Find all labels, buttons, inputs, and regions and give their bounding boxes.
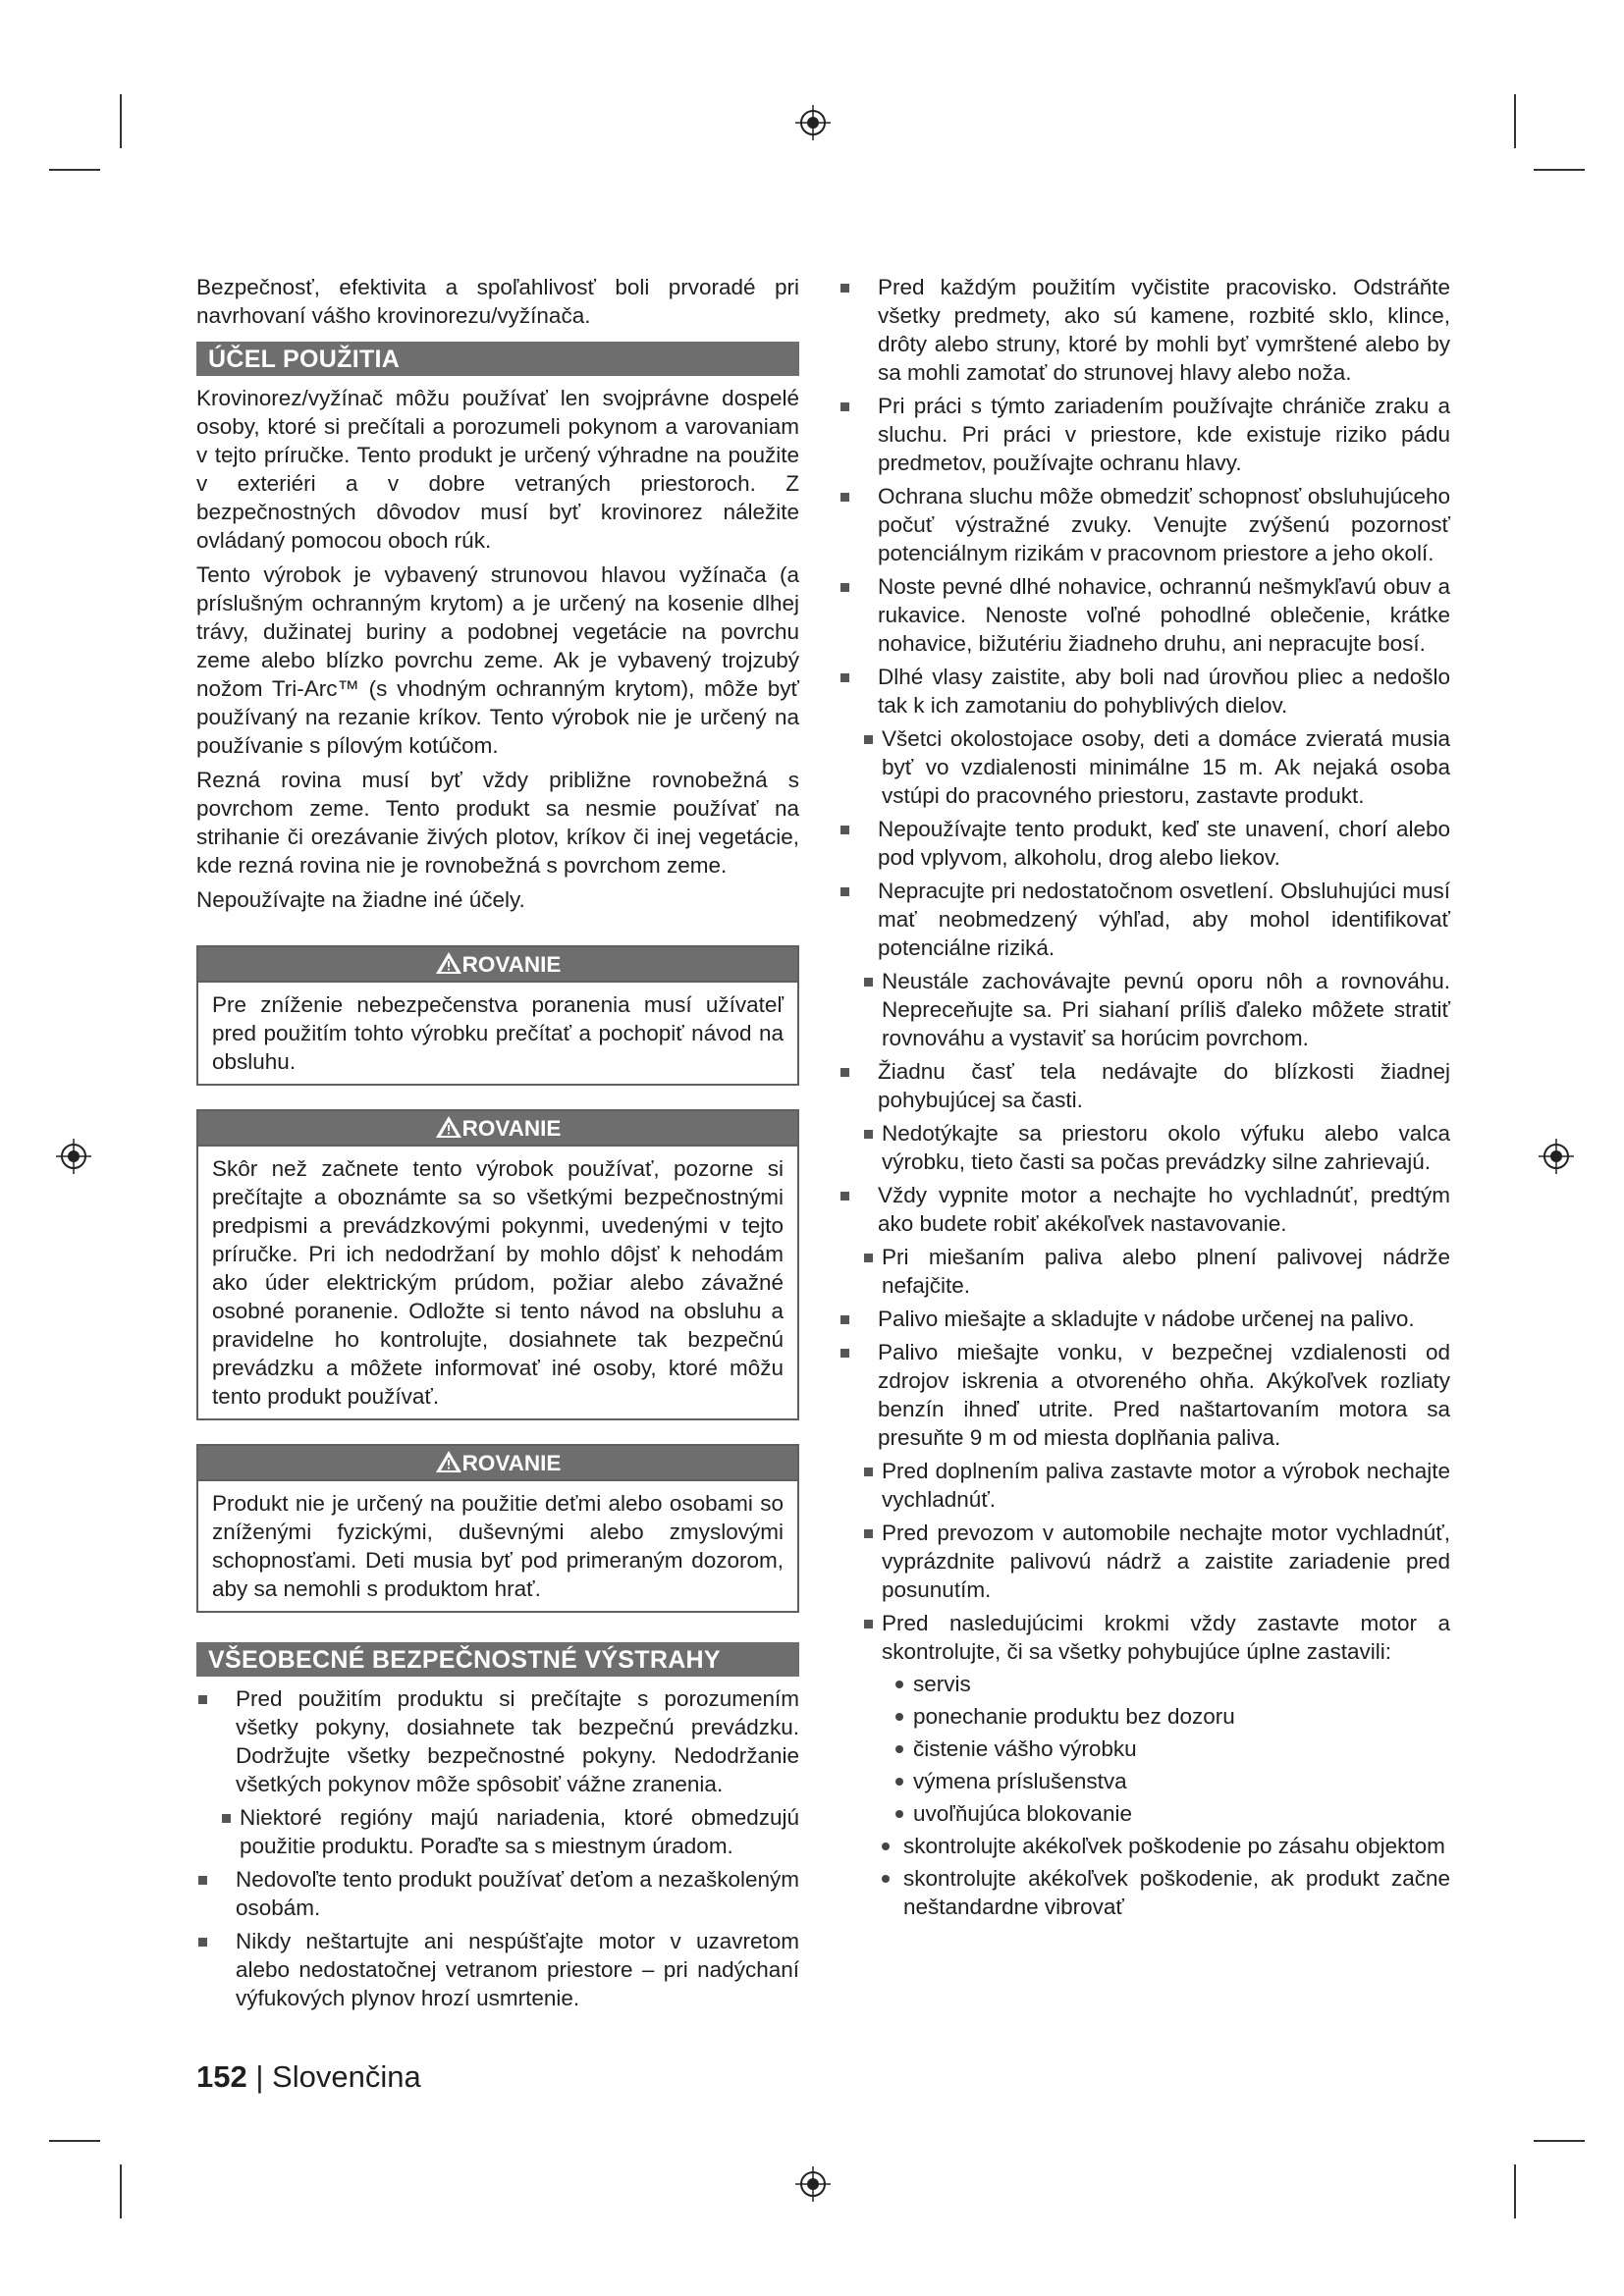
use-paragraph: Krovinorez/vyžínač môžu používať len svojprávne dospelé osoby, ktoré si prečítali a porozumeli pokynom a varovaniam v tejto príručke. Tento produkt je určený výhradne na použite v exteriéri a v dobre vetraných priestoroch. Z bezpečnostných dôvodov musí byť krovinorez náležite ovládaný pomocou oboch rúk. [196,386,799,553]
warning-triangle-icon [435,1450,462,1473]
list-item: Nepracujte pri nedostatočnom osvetlení. Obsluhujúci musí mať neobmedzený výhľad, aby mohol identifikovať potenciálne riziká. [839,877,1450,962]
page-number: 152 [196,2059,247,2094]
list-item: Pred doplnením paliva zastavte motor a výrobok nechajte vychladnúť. [839,1457,1450,1514]
square-bullet-icon [864,1130,873,1139]
warning-text: Produkt nie je určený na použitie deťmi alebo osobami so zníženými fyzickými, duševnými alebo zmyslovými schopnosťami. Deti musia byť pod primeraným dozorom, aby sa nemohli s produktom hrať. [212,1491,784,1601]
square-bullet-icon [840,1068,849,1077]
list-item: Pred prevozom v automobile nechajte motor vychladnúť, vyprázdnite palivovú nádrž a zaistite zariadenie pred posunutím. [839,1519,1450,1604]
crop-mark-top-right-h [1534,169,1585,171]
sub-list-item: výmena príslušenstva [860,1767,1450,1795]
footer-separator: | [255,2059,264,2094]
square-bullet-icon [864,1254,873,1262]
use-paragraph: Rezná rovina musí byť vždy približne rovnobežná s povrchom zeme. Tento produkt sa nesmie používať na strihanie či orezávanie živých plotov, kríkov či inej vegetácie, kde rezná rovina nie je rovnobežná s povrchom zeme. [196,768,799,878]
square-bullet-icon [840,284,849,293]
warning-text: Skôr než začnete tento výrobok používať, pozorne si prečítajte a oboznámte sa so všetkými bezpečnostnými predpismi a prevádzkovými pokynmi, uvedenými v tejto príručke. Pri ich nedodržaní by mohlo dôjsť k nehodám ako úder elektrickým prúdom, požiar alebo závažné osobné poranenie. Odložte si tento návod na obsluhu a pravidelne ho kontrolujte, dosiahnete tak bezpečnú prevádzku a môžete informovať iné osoby, ktoré môžu tento produkt používať. [212,1156,784,1409]
sub-list-item: skontrolujte akékoľvek poškodenie po zásahu objektom [860,1832,1450,1860]
intro-paragraph: Bezpečnosť, efektivita a spoľahlivosť boli prvoradé pri navrhovaní vášho krovinorezu/vyžínača. [196,275,799,328]
list-item: Nikdy neštartujte ani nespúšťajte motor v uzavretom alebo nedostatočnej vetranom priestore – pri nadýchaní výfukových plynov hrozí usmrtenie. [196,1927,799,2012]
square-bullet-icon [222,1814,231,1823]
round-bullet-icon [882,1875,890,1883]
square-bullet-icon [864,1620,873,1629]
general-warnings-list-right [839,273,1450,1921]
crop-mark-bottom-right-v [1514,2164,1516,2218]
list-item: Nedotýkajte sa priestoru okolo výfuku alebo valca výrobku, tieto časti sa počas prevádzky silne zahrievajú. [839,1119,1450,1176]
sub-list-item: servis [860,1670,1450,1698]
round-bullet-icon [895,1713,903,1721]
list-item: Pred použitím produktu si prečítajte s porozumením všetky pokyny, dosiahnete tak bezpečnú prevádzku. Dodržujte všetky bezpečnostné pokyny. Nedodržanie všetkých pokynov môže spôsobiť vážne zranenia. [196,1684,799,1798]
crop-mark-top-right-v [1514,94,1516,148]
list-item: Nepoužívajte tento produkt, keď ste unavení, chorí alebo pod vplyvom, alkoholu, drog alebo liekov. [839,815,1450,872]
crop-mark-top-left-v [120,94,122,148]
list-item: Všetci okolostojace osoby, deti a domáce zvieratá musia byť vo vzdialenosti minimálne 15 m. Ak nejaká osoba vstúpi do pracovného priestoru, zastavte produkt. [839,724,1450,810]
crop-mark-top-left-h [49,169,100,171]
square-bullet-icon [840,1349,849,1358]
list-item: Pred nasledujúcimi krokmi vždy zastavte motor a skontrolujte, či sa všetky pohybujúce úplne zastavili: servis ponechanie produktu bez dozoru čistenie vášho výrobku výmena príslušenstva uvoľňujúca blokovanie skontrolujte akékoľvek poškodenie po zásahu objektom skontrolujte akékoľvek poškodenie, ak produkt začne neštandardne vibrovať [839,1609,1450,1921]
round-bullet-icon [895,1810,903,1818]
square-bullet-icon [864,978,873,987]
square-bullet-icon [840,402,849,411]
square-bullet-icon [840,887,849,896]
round-bullet-icon [895,1778,903,1786]
sub-list-item: skontrolujte akékoľvek poškodenie, ak produkt začne neštandardne vibrovať [860,1864,1450,1921]
square-bullet-icon [864,1529,873,1538]
list-item: Žiadnu časť tela nedávajte do blízkosti žiadnej pohybujúcej sa časti. [839,1057,1450,1114]
left-column [196,273,799,2017]
warning-header [198,1111,797,1147]
square-bullet-icon [840,493,849,502]
square-bullet-icon [864,1468,873,1476]
round-bullet-icon [895,1681,903,1688]
registration-mark-top-icon [793,103,833,142]
round-bullet-icon [895,1745,903,1753]
sub-list-item: uvoľňujúca blokovanie [860,1799,1450,1828]
registration-mark-right-icon [1537,1137,1576,1176]
crop-mark-bottom-left-v [120,2164,122,2218]
list-item: Ochrana sluchu môže obmedziť schopnosť obsluhujúceho počuť výstražné zvuky. Venujte zvýšenú pozornosť potenciálnym rizikám v pracovnom priestore a jeho okolí. [839,482,1450,567]
list-item: Neustále zachovávajte pevnú oporu nôh a rovnováhu. Nepreceňujte sa. Pri siahaní príliš ďaleko môžete stratiť rovnováhu a vystaviť sa horúcim povrchom. [839,967,1450,1052]
warning-text: Pre zníženie nebezpečenstva poranenia musí užívateľ pred použitím tohto výrobku prečítať a pochopiť návod na obsluhu. [212,992,784,1074]
use-paragraph: Tento výrobok je vybavený strunovou hlavou vyžínača (a príslušným ochranným krytom) a je určený na kosenie dlhej trávy, dužinatej buriny a podobnej vegetácie na povrchu zeme alebo blízko povrchu zeme. Ak je vybavený trojzubý nožom Tri-Arc™ (s vhodným ochranným krytom), môže byť používaný na rezanie kríkov. Tento výrobok nie je určený na používanie s pílovým kotúčom. [196,562,799,758]
square-bullet-icon [840,826,849,834]
crop-mark-bottom-left-h [49,2140,100,2142]
square-bullet-icon [198,1876,207,1885]
warning-title: ROVANIE [461,1451,562,1475]
square-bullet-icon [198,1695,207,1704]
list-item: Noste pevné dlhé nohavice, ochrannú nešmykľavú obuv a rukavice. Nenoste voľné pohodlné oblečenie, krátke nohavice, bižutériu žiadneho druhu, ani nepracujte bosí. [839,572,1450,658]
crop-mark-bottom-right-h [1534,2140,1585,2142]
square-bullet-icon [840,1315,849,1324]
square-bullet-icon [864,735,873,744]
section-heading-use: ÚČEL POUŽITIA [196,342,799,376]
general-warnings-list-left [196,1684,799,2012]
footer-language: Slovenčina [272,2059,421,2094]
warning-box [196,1444,799,1613]
right-column [839,273,1450,1926]
round-bullet-icon [882,1842,890,1850]
warning-box [196,1109,799,1420]
warning-box [196,945,799,1086]
section-heading-general: VŠEOBECNÉ BEZPEČNOSTNÉ VÝSTRAHY [196,1642,799,1677]
warning-title: ROVANIE [461,1116,562,1141]
registration-mark-bottom-icon [793,2164,833,2204]
page-footer [196,2059,421,2095]
sub-list-item: čistenie vášho výrobku [860,1735,1450,1763]
list-item: Pri práci s týmto zariadením používajte chrániče zraku a sluchu. Pri práci v priestore, kde existuje riziko pádu predmetov, používajte ochranu hlavy. [839,392,1450,477]
square-bullet-icon [840,1192,849,1201]
warning-triangle-icon [435,1115,462,1139]
square-bullet-icon [840,583,849,592]
list-item: Pred každým použitím vyčistite pracovisko. Odstráňte všetky predmety, ako sú kamene, rozbité sklo, klince, drôty alebo struny, ktoré by mohli byť vymrštené alebo by sa mohli zamotať do strunovej hlavy alebo noža. [839,273,1450,387]
warning-title: ROVANIE [461,952,562,977]
list-item: Nedovoľte tento produkt používať deťom a nezaškoleným osobám. [196,1865,799,1922]
warning-triangle-icon [435,951,462,975]
sub-list-item: ponechanie produktu bez dozoru [860,1702,1450,1731]
list-item: Palivo miešajte vonku, v bezpečnej vzdialenosti od zdrojov iskrenia a otvoreného ohňa. Akýkoľvek rozliaty benzín ihneď utrite. Pred naštartovaním motora sa presuňte 9 m od miesta doplňania paliva. [839,1338,1450,1452]
square-bullet-icon [198,1938,207,1947]
warning-header [198,947,797,983]
sub-list [860,1670,1450,1921]
list-item: Niektoré regióny majú nariadenia, ktoré obmedzujú použitie produktu. Poraďte sa s miestnym úradom. [196,1803,799,1860]
list-item: Pri miešaním paliva alebo plnení palivovej nádrže nefajčite. [839,1243,1450,1300]
list-item: Dlhé vlasy zaistite, aby boli nad úrovňou pliec a nedošlo tak k ich zamotaniu do pohyblivých dielov. [839,663,1450,720]
list-item: Vždy vypnite motor a nechajte ho vychladnúť, predtým ako budete robiť akékoľvek nastavovanie. [839,1181,1450,1238]
square-bullet-icon [840,673,849,682]
use-paragraph: Nepoužívajte na žiadne iné účely. [196,887,525,912]
registration-mark-left-icon [54,1137,93,1176]
warning-header [198,1446,797,1481]
list-item: Palivo miešajte a skladujte v nádobe určenej na palivo. [839,1305,1450,1333]
